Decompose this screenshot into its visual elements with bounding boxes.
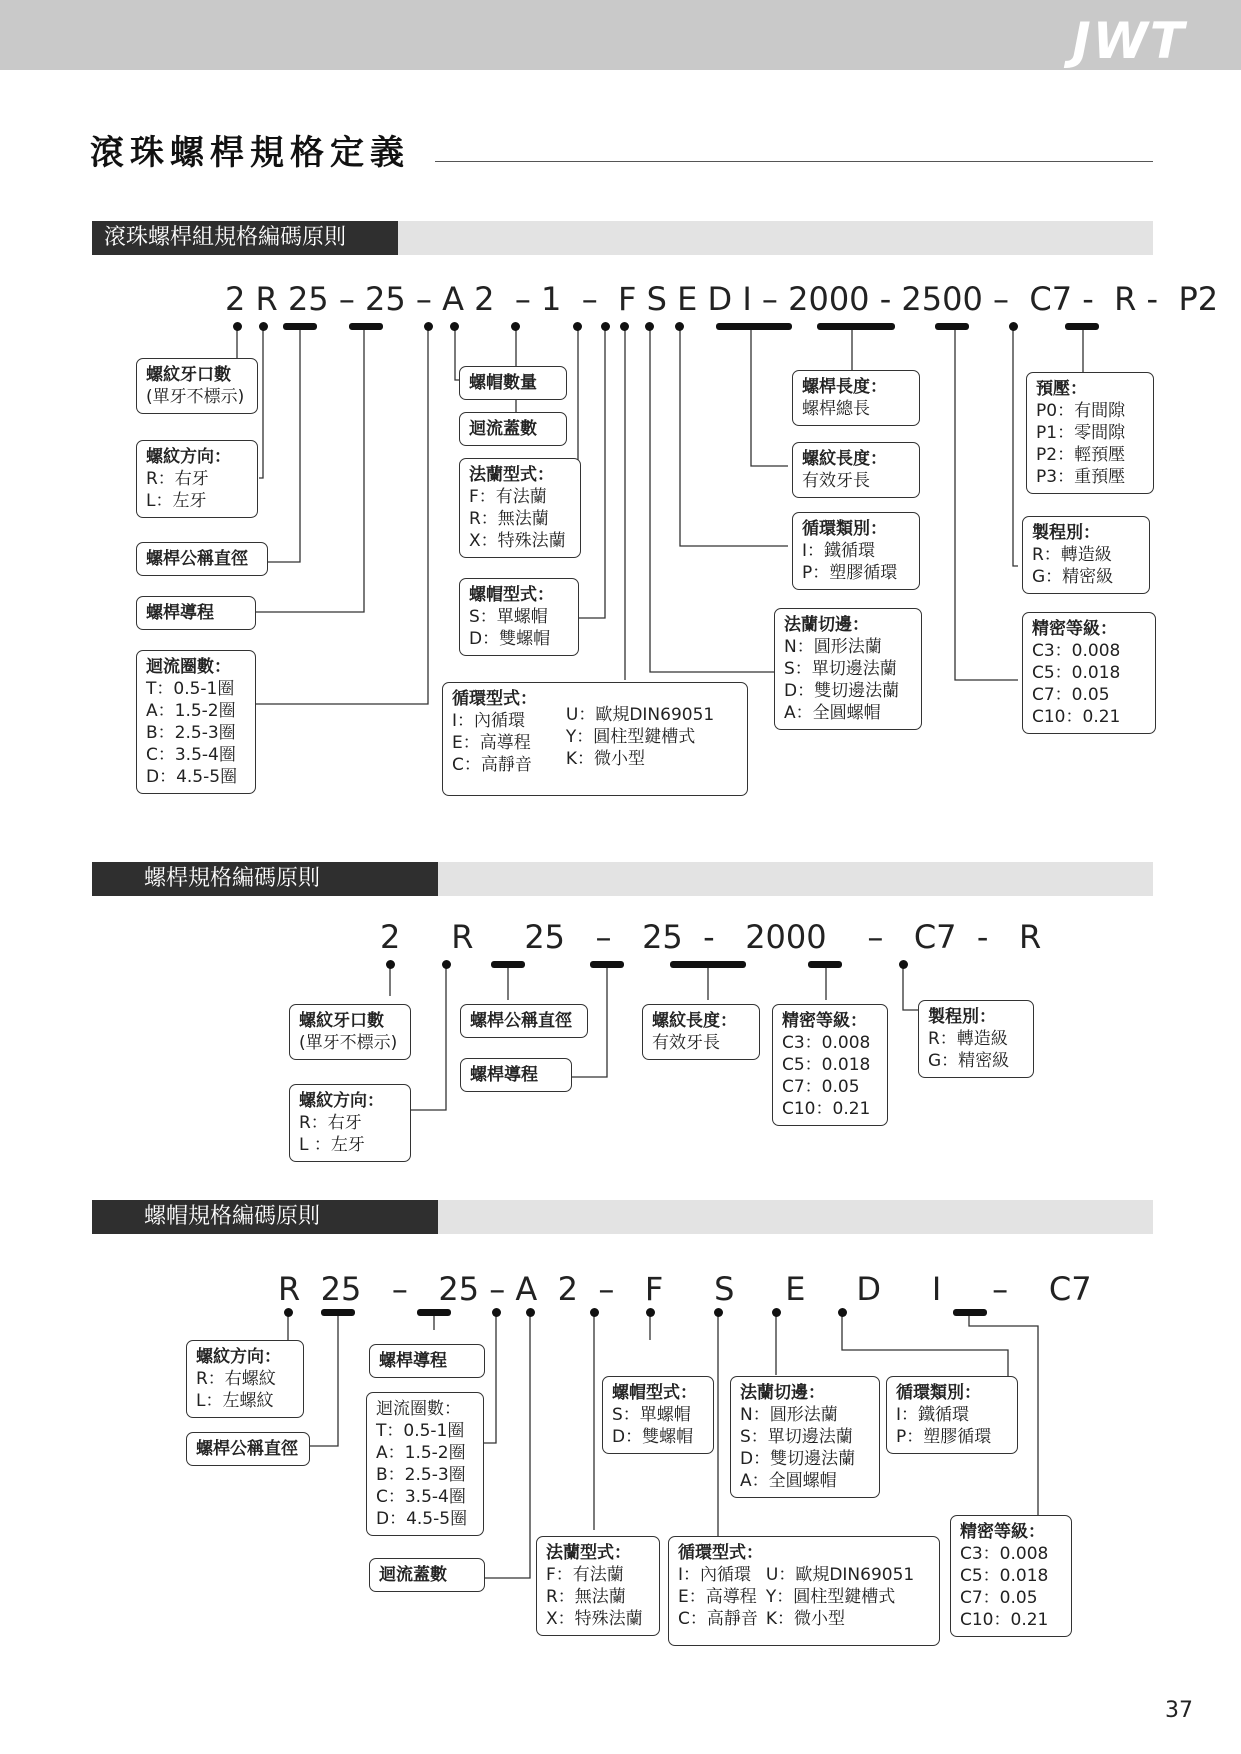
box-screw-length: 螺桿長度： 螺桿總長 — [792, 370, 920, 426]
marker-dash — [716, 323, 792, 330]
box-process: 製程別： R：轉造級 G：精密級 — [1022, 516, 1150, 594]
marker-dot — [492, 1308, 501, 1317]
box-thread-direction: 螺紋方向： R：右螺紋 L：左螺紋 — [186, 1340, 304, 1418]
page-number: 37 — [1165, 1698, 1193, 1723]
marker-dash — [817, 323, 895, 330]
marker-dash — [491, 961, 525, 968]
section-label: 螺桿規格編碼原則 — [92, 862, 438, 896]
box-lead: 螺桿導程 — [460, 1058, 572, 1092]
marker-dot — [675, 322, 684, 331]
box-thread-length: 螺紋長度： 有效牙長 — [792, 442, 920, 498]
box-flange-type: 法蘭型式： F：有法蘭 R：無法蘭 X：特殊法蘭 — [536, 1536, 660, 1636]
marker-dash — [590, 961, 624, 968]
marker-dash — [1065, 323, 1099, 330]
marker-dot — [450, 322, 459, 331]
box-thread-direction: 螺紋方向： R：右牙 L：左牙 — [136, 440, 258, 518]
box-return-turns: 迴流圈數： T：0.5-1圈 A：1.5-2圈 B：2.5-3圈 C：3.5-4圈 D：4.5-5圈 — [136, 650, 256, 794]
box-thread-starts: 螺紋牙口數 (單牙不標示) — [136, 358, 258, 414]
box-return-caps: 迴流蓋數 — [459, 412, 567, 446]
box-nut-type: 螺帽型式： S：單螺帽 D：雙螺帽 — [602, 1376, 714, 1454]
box-accuracy-grade: 精密等級： C3：0.008 C5：0.018 C7：0.05 C10：0.21 — [950, 1515, 1072, 1637]
section-bar-nut — [92, 1200, 1153, 1234]
code-screw: 2 R 25 – 25 - 2000 – C7 - R — [380, 918, 1042, 956]
box-return-caps: 迴流蓋數 — [369, 1558, 485, 1592]
box-nut-count: 螺帽數量 — [459, 366, 567, 400]
marker-dot — [511, 322, 520, 331]
marker-dash — [321, 1309, 355, 1316]
marker-dot — [601, 322, 610, 331]
jwt-logo: JWT — [1072, 12, 1186, 70]
box-accuracy-grade: 精密等級： C3：0.008 C5：0.018 C7：0.05 C10：0.21 — [1022, 612, 1156, 734]
box-flange-cut: 法蘭切邊： N：圓形法蘭 S：單切邊法蘭 D：雙切邊法蘭 A：全圓螺帽 — [730, 1376, 880, 1498]
marker-dot — [233, 322, 242, 331]
box-circulation-type: 循環型式： I：內循環 E：高導程 C：高靜音 U：歐規DIN69051 Y：圓柱型鍵槽式 K：微小型 — [668, 1536, 940, 1646]
title-rule — [435, 161, 1153, 162]
marker-dash — [417, 1309, 451, 1316]
box-nut-type: 螺帽型式： S：單螺帽 D：雙螺帽 — [459, 578, 579, 656]
marker-dot — [442, 960, 451, 969]
marker-dot — [838, 1308, 847, 1317]
box-flange-type: 法蘭型式： F：有法蘭 R：無法蘭 X：特殊法蘭 — [459, 458, 581, 558]
box-circulation-category: 循環類別： I：鐵循環 P：塑膠循環 — [886, 1376, 1018, 1454]
marker-dot — [646, 1308, 655, 1317]
code-assembly: 2 R 25 – 25 – A 2 – 1 – F S E D I – 2000 - 2500 – C7 - R - P2 — [225, 280, 1219, 318]
box-return-turns: 迴流圈數： T：0.5-1圈 A：1.5-2圈 B：2.5-3圈 C：3.5-4圈 D：4.5-5圈 — [366, 1392, 484, 1536]
marker-dash — [283, 323, 317, 330]
section-bar-screw — [92, 862, 1153, 896]
box-circulation-type: 循環型式： I：內循環 E：高導程 C：高靜音 U：歐規DIN69051 Y：圓柱型鍵槽式 K：微小型 — [442, 682, 748, 796]
box-nominal-diameter: 螺桿公稱直徑 — [136, 542, 268, 576]
marker-dot — [259, 322, 268, 331]
box-circulation-category: 循環類別： I：鐵循環 P：塑膠循環 — [792, 512, 920, 590]
box-nominal-diameter: 螺桿公稱直徑 — [186, 1432, 310, 1466]
code-nut: R 25 – 25 – A 2 – F S E D I – C7 — [278, 1270, 1092, 1308]
box-thread-direction: 螺紋方向： R：右牙 L ：左牙 — [289, 1084, 411, 1162]
marker-dot — [424, 322, 433, 331]
box-accuracy-grade: 精密等級： C3：0.008 C5：0.018 C7：0.05 C10：0.21 — [772, 1004, 888, 1126]
section-label: 滾珠螺桿組規格編碼原則 — [92, 221, 398, 255]
page-title: 滾珠螺桿規格定義 — [90, 133, 410, 173]
marker-dash — [935, 323, 969, 330]
marker-dash — [670, 961, 746, 968]
marker-dot — [590, 1308, 599, 1317]
marker-dot — [620, 322, 629, 331]
box-process: 製程別： R：轉造級 G：精密級 — [918, 1000, 1034, 1078]
box-flange-cut: 法蘭切邊： N：圓形法蘭 S：單切邊法蘭 D：雙切邊法蘭 A：全圓螺帽 — [774, 608, 922, 730]
section-bar-assembly — [92, 221, 1153, 255]
box-thread-length: 螺紋長度： 有效牙長 — [642, 1004, 760, 1060]
marker-dot — [1009, 322, 1018, 331]
marker-dot — [714, 1308, 723, 1317]
marker-dot — [573, 322, 582, 331]
box-thread-starts: 螺紋牙口數 (單牙不標示) — [289, 1004, 411, 1060]
marker-dash — [349, 323, 383, 330]
box-preload: 預壓： P0：有間隙 P1：零間隙 P2：輕預壓 P3：重預壓 — [1026, 372, 1154, 494]
box-nominal-diameter: 螺桿公稱直徑 — [460, 1004, 588, 1038]
marker-dot — [645, 322, 654, 331]
section-label: 螺帽規格編碼原則 — [92, 1200, 438, 1234]
marker-dot — [386, 960, 395, 969]
marker-dot — [899, 960, 908, 969]
marker-dot — [772, 1308, 781, 1317]
box-lead: 螺桿導程 — [136, 596, 256, 630]
marker-dash — [953, 1309, 987, 1316]
marker-dot — [284, 1308, 293, 1317]
marker-dot — [526, 1308, 535, 1317]
header-bar — [0, 0, 1241, 70]
box-lead: 螺桿導程 — [369, 1344, 485, 1378]
marker-dash — [808, 961, 842, 968]
